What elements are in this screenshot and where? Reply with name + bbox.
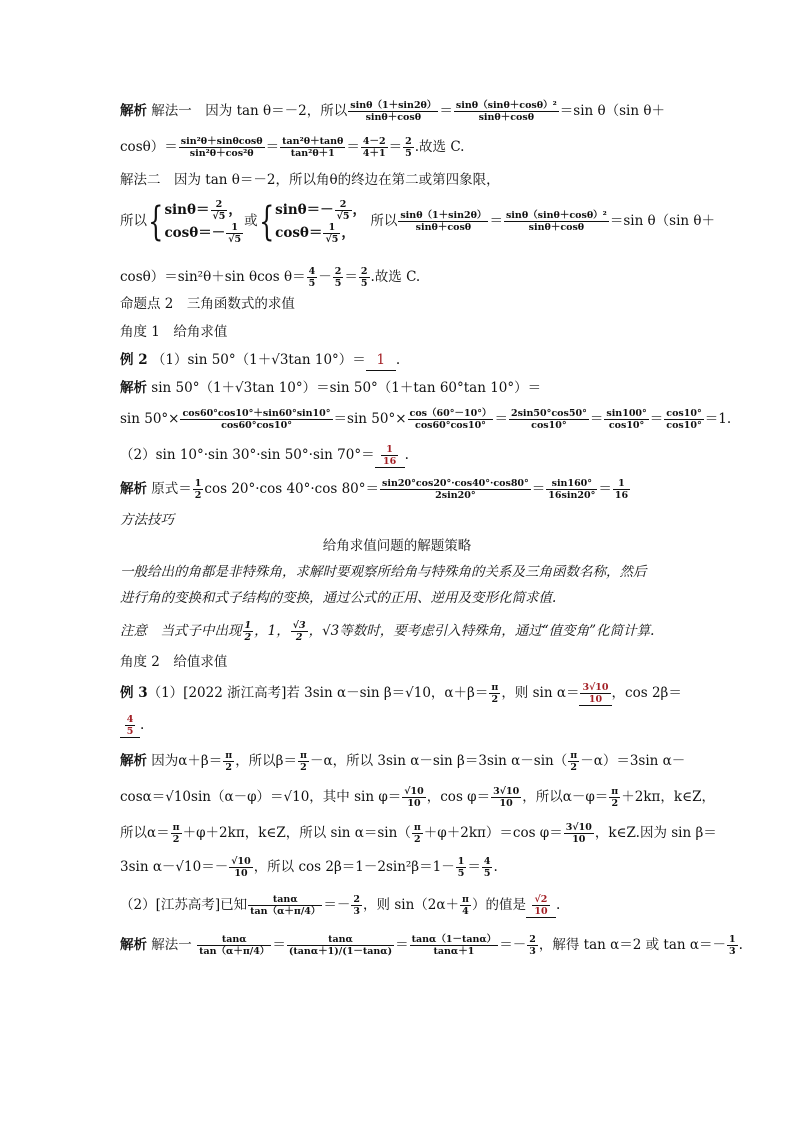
line-10: sin 50°× $\frac{\cos 60^\circ\cos 10^\circ+\sin 60^\circ\sin 10^\circ}{\cos 60^\circ\cos 10^\circ}$ ＝sin 50°× $\frac{\cos(60^\circ-10^\circ)}{\cos 60^\circ\cos 10^\circ}$ ＝ $\frac{2\sin 50^\circ\cos 50^\circ}{\cos 10^\circ}$ ＝ $\frac{\sin 100^\circ}{\cos 10^\circ}$ ＝ $\frac{\cos 10^\circ}{\cos 10^\circ}$ ＝1. <box>120 408 732 431</box>
text: ＝sin 50°× <box>333 411 407 427</box>
text: 所以 <box>370 213 398 229</box>
paragraph-line: 一般给出的角都是非特殊角，求解时要观察所给角与特殊角的关系及三角函数名称，然后 <box>120 564 647 580</box>
line-analysis-3: 解析 原式＝ $\frac{1}{2}$ cos 20°·cos 40°·cos 80°＝ $\frac{\sin 20^\circ\cos 20^\circ\cdot\cos 40^\circ\cdot\cos 80^\circ}{2\sin 20^\circ}$ ＝ $\frac{\sin 160^\circ}{16\sin 20^\circ}$ ＝ $\frac{1}{16}$ <box>120 478 629 501</box>
text: （1）sin 50°（1＋√3tan 10°）＝ <box>151 352 366 368</box>
example-label: 例 2 <box>120 352 148 368</box>
box-title: 给角求值问题的解题策略 <box>322 538 472 554</box>
fraction: $\frac{\cos 10^\circ}{\cos 10^\circ}$ <box>666 408 702 431</box>
fraction: $\frac{\text{sin²θ＋sinθcosθ}}{\text{sin²θ＋cos²θ}}$ <box>180 136 263 159</box>
fraction: $\frac{\sin 160^\circ}{16\sin 20^\circ}$ <box>548 478 596 501</box>
text: 所以 <box>120 213 147 229</box>
fraction: $\frac{\text{sinθ（sinθ＋cosθ）²}}{\sin\theta+\cos\theta}$ <box>455 100 557 123</box>
line-5: cosθ）＝sin²θ＋sin θcos θ＝ $\frac{4}{5}$ － $\frac{2}{5}$ ＝ $\frac{2}{5}$ .故选 C. <box>120 266 421 289</box>
fraction: $\frac{2}{5}$ <box>360 266 368 289</box>
equation-system-2: sinθ＝－ $\frac{2}{√5}$ ， cosθ＝ $\frac{1}{√5}$ ， <box>275 198 367 245</box>
paragraph-line: 进行角的变换和式子结构的变换，通过公式的正用、逆用及变形化简求值. <box>120 590 557 606</box>
example-3-part-2: （2）[江苏高考]已知 $\frac{\tan\alpha}{\tan(\alpha+\pi/4)}$ ＝－ $\frac{2}{3}$ ，则 sin（2α＋ $\frac{\pi}{4}$ ）的值是 $\frac{√2}{10}$ . <box>120 894 561 917</box>
fraction: $\frac{\cos 60^\circ\cos 10^\circ+\sin 60^\circ\sin 10^\circ}{\cos 60^\circ\cos 10^\circ}$ <box>182 408 331 431</box>
line-23: 所以α＝ $\frac{\pi}{2}$ ＋φ＋2kπ，k∈Z，所以 sin α＝sin（ $\frac{\pi}{2}$ ＋φ＋2kπ）＝cos φ＝ $\frac{3√10}{10}$ ，k∈Z.因为 sin β＝ <box>120 822 717 845</box>
subsection-heading: 角度 1 给角求值 <box>120 324 228 340</box>
fraction: $\frac{\sin 100^\circ}{\cos 10^\circ}$ <box>606 408 647 431</box>
section-heading: 命题点 2 三角函数式的求值 <box>120 296 295 312</box>
note-line: 注意 当式子中出现 $\frac{1}{2}$ ，1， $\frac{√3}{2}$ ，√3等数时，要考虑引入特殊角，通过“值变角”化简计算. <box>120 620 655 643</box>
example-label: 例 3 <box>120 685 148 701</box>
line-analysis-2 <box>120 378 644 398</box>
answer-blank: 1 <box>366 350 396 371</box>
answer-line: $\frac{4}{5}$ . <box>120 714 644 738</box>
fraction: $\frac{1}{2}$ <box>244 620 252 643</box>
text: 解法一 因为 tan θ＝－2，所以 <box>151 103 348 119</box>
fraction: $\frac{2}{5}$ <box>334 266 342 289</box>
text: 或 <box>244 213 258 229</box>
text: sin 50°（1＋√3tan 10°）＝sin 50°（1＋tan 60°tan 10°）＝ <box>151 380 542 396</box>
text: .故选 C. <box>414 139 465 155</box>
fraction: $\frac{1}{16}$ <box>614 478 629 501</box>
left-brace-icon: { <box>258 198 275 245</box>
answer-blank: $\frac{4}{5}$ <box>120 714 140 738</box>
left-brace-icon: { <box>148 198 164 245</box>
text: cosθ）＝sin²θ＋sin θcos θ＝ <box>120 269 306 285</box>
label-analysis: 解析 <box>120 103 147 119</box>
line-analysis-4: 解析 因为α＋β＝ $\frac{\pi}{2}$ ，所以β＝ $\frac{\pi}{2}$ －α，所以 3sin α－sin β＝3sin α－sin（ $\frac{\pi}{2}$ －α）＝3sin α－ <box>120 750 686 773</box>
fraction: $\frac{2\sin 50^\circ\cos 50^\circ}{\cos 10^\circ}$ <box>510 408 587 431</box>
fraction: $\frac{2}{5}$ <box>405 136 412 159</box>
subsection-heading: 角度 2 给值求值 <box>120 654 228 670</box>
text: sin 50°× <box>120 411 180 427</box>
fraction: $\frac{\text{sinθ（sinθ＋cosθ）²}}{\sin\theta+\cos\theta}$ <box>505 210 607 233</box>
label-analysis: 解析 <box>120 753 147 769</box>
example-3-part-1: 例 3（1）[2022 浙江高考]若 3sin α－sin β＝√10，α＋β＝ $\frac{\pi}{2}$ ，则 sin α＝ $\frac{3√10}{10}$ ，cos 2β＝ <box>120 682 682 705</box>
line-4: 所以{ sinθ＝ $\frac{2}{√5}$ ， cosθ＝－ $\frac{1}{√5}$ 或{ sinθ＝－ $\frac{2}{√5}$ ， cosθ＝ $\frac{1}{√5}$ ， 所以 $\frac{\sin\theta(1+\sin 2\theta)}{\sin\theta+\cos\theta}$ ＝ $\frac{\text{sinθ（sinθ＋cosθ）²}}{\sin\theta+\cos\theta}$ ＝sin θ（sin θ＋ <box>120 198 716 245</box>
line-2: cosθ）＝ $\frac{\text{sin²θ＋sinθcosθ}}{\text{sin²θ＋cos²θ}}$ ＝ $\frac{\text{tan²θ＋tanθ}}{\text{tan²θ＋1}}$ ＝ $\frac{4-2}{4+1}$ ＝ $\frac{2}{5}$ .故选 C. <box>120 136 465 159</box>
fraction: $\frac{1}{2}$ <box>194 478 202 501</box>
text: cos 20°·cos 40°·cos 80°＝ <box>204 481 380 497</box>
text: ＝1. <box>704 411 732 427</box>
line-1: 解析 解法一 因为 tan θ＝－2，所以 $\frac{\sin\theta(1+\sin 2\theta)}{\sin\theta+\cos\theta}$ ＝ $\frac{\text{sinθ（sinθ＋cosθ）²}}{\sin\theta+\cos\theta}$ ＝sin θ（sin θ＋ <box>120 100 665 123</box>
answer-blank: $\frac{3√10}{10}$ <box>579 682 611 706</box>
fraction: $\frac{\sin\theta(1+\sin 2\theta)}{\sin\theta+\cos\theta}$ <box>400 210 487 233</box>
method-tips-label: 方法技巧 <box>120 512 174 528</box>
text: cosθ）＝ <box>120 139 178 155</box>
fraction: $\frac{\sin\theta(1+\sin 2\theta)}{\sin\theta+\cos\theta}$ <box>350 100 437 123</box>
example-2-part-1: 例 2 （1）sin 50°（1＋√3tan 10°）＝ 1 . <box>120 350 644 371</box>
line-3: 解法二 因为 tan θ＝－2，所以角θ的终边在第二或第四象限， <box>120 172 500 188</box>
fraction: $\frac{\sin 20^\circ\cos 20^\circ\cdot\cos 40^\circ\cdot\cos 80^\circ}{2\sin 20^\circ}$ <box>382 478 529 501</box>
line-analysis-5: 解析 解法一 $\frac{\tan\alpha}{\tan(\alpha+\pi/4)}$ ＝ $\frac{\tan\alpha}{(\tan\alpha+1)/(1-\tan\alpha)}$ ＝ $\frac{\tan\alpha(1-\tan\alpha)}{\tan\alpha+1}$ ＝－ $\frac{2}{3}$ ，解得 tan α＝2 或 tan α＝－ $\frac{1}{3}$ . <box>120 934 743 957</box>
line-22: cosα＝√10sin（α－φ）＝√10，其中 sin φ＝ $\frac{√10}{10}$ ，cos φ＝ $\frac{3√10}{10}$ ，所以α－φ＝ $\frac{\pi}{2}$ ＋2kπ，k∈Z， <box>120 786 715 809</box>
equation-system-1: sinθ＝ $\frac{2}{√5}$ ， cosθ＝－ $\frac{1}{√5}$ <box>164 198 242 245</box>
text: ＝sin θ（sin θ＋ <box>609 213 716 229</box>
example-2-part-2: （2）sin 10°·sin 30°·sin 50°·sin 70°＝ $\frac{1}{16}$ . <box>120 444 409 467</box>
fraction: $\frac{\pi}{2}$ <box>491 682 499 705</box>
text: 原式＝ <box>151 481 192 497</box>
label-analysis: 解析 <box>120 380 147 396</box>
fraction: $\frac{\cos(60^\circ-10^\circ)}{\cos 60^\circ\cos 10^\circ}$ <box>409 408 492 431</box>
answer-blank: $\frac{1}{16}$ <box>375 444 405 468</box>
answer-blank: $\frac{√2}{10}$ <box>526 894 556 918</box>
fraction: $\frac{\text{tan²θ＋tanθ}}{\text{tan²θ＋1}}$ <box>282 136 344 159</box>
label-analysis: 解析 <box>120 481 147 497</box>
fraction: $\frac{4}{5}$ <box>308 266 316 289</box>
line-24: 3sin α－√10＝－ $\frac{√10}{10}$ ，所以 cos 2β＝1－2sin²β＝1－ $\frac{1}{5}$ ＝ $\frac{4}{5}$ . <box>120 856 498 879</box>
text: ＝sin θ（sin θ＋ <box>559 103 665 119</box>
fraction: $\frac{√3}{2}$ <box>292 620 306 643</box>
fraction: $\frac{4-2}{4+1}$ <box>362 136 386 159</box>
label-analysis: 解析 <box>120 937 147 953</box>
text: （2）sin 10°·sin 30°·sin 50°·sin 70°＝ <box>120 447 375 463</box>
text: .故选 C. <box>370 269 421 285</box>
